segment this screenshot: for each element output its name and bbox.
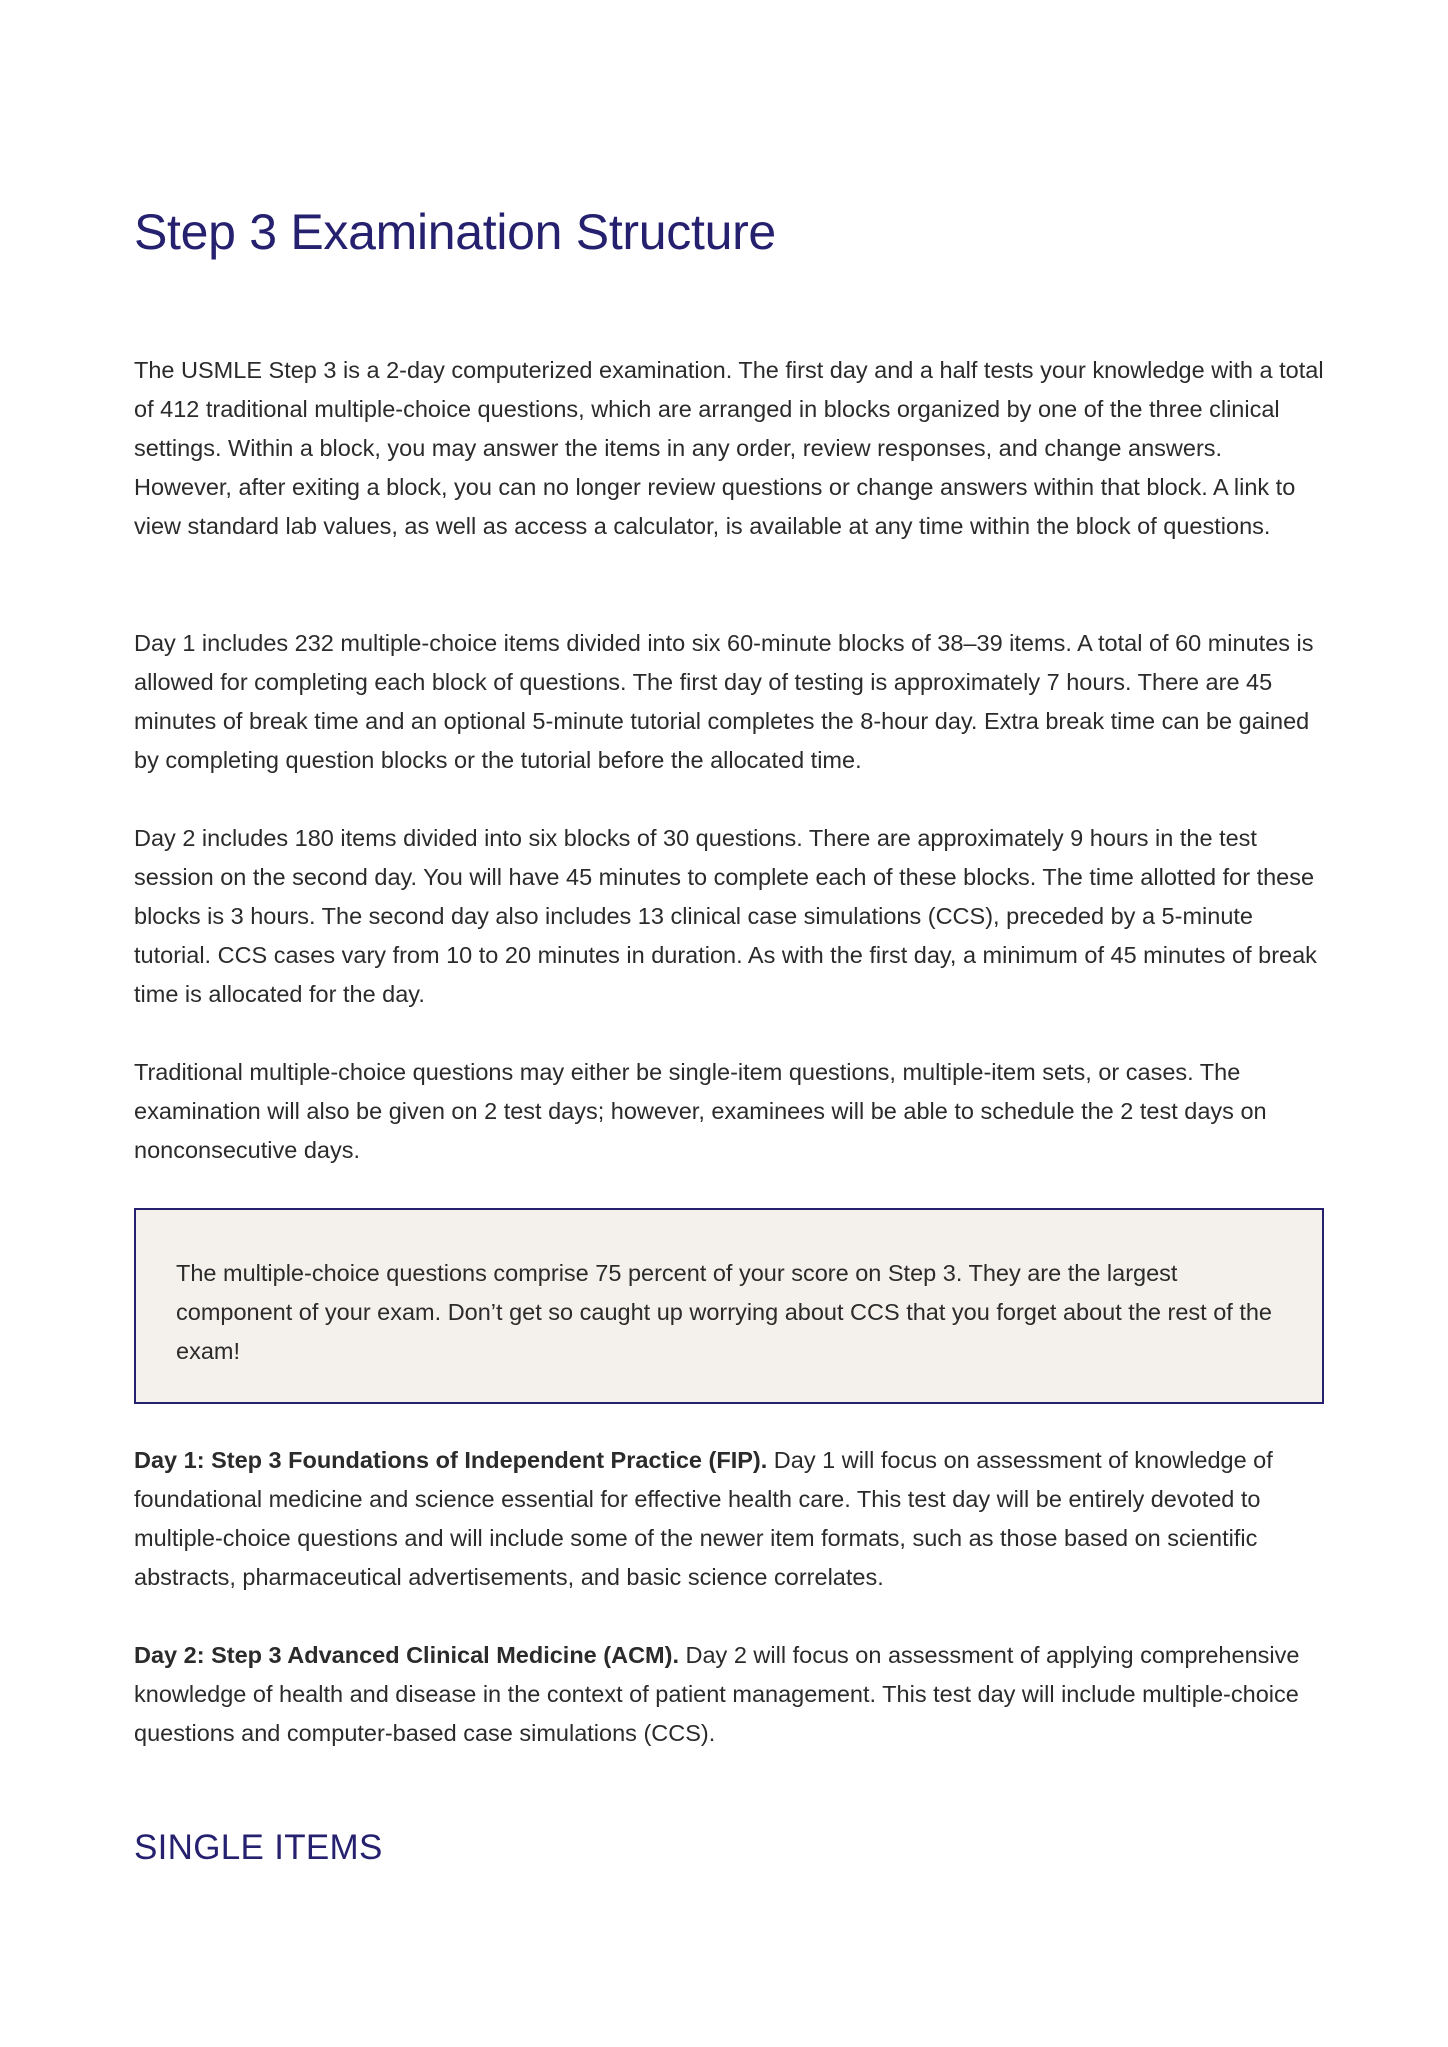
day2-overview-paragraph: Day 2 includes 180 items divided into six blocks of 30 questions. There are approximately 9 hours in the test session on the second day. You will have 45 minutes to complete each of these blocks. The time allotted for these blocks is 3 hours. The second day also includes 13 clinical case simulations (CCS), preceded by a 5-minute tutorial. CCS cases vary from 10 to 20 minutes in duration. As with the first day, a minimum of 45 minutes of break time is allocated for the day. (134, 825, 1317, 1007)
day1-fip-lead: Day 1: Step 3 Foundations of Independent Practice (FIP). (134, 1447, 768, 1473)
callout-text: The multiple-choice questions comprise 75 percent of your score on Step 3. They are the largest component of your exam. Don’t get so caught up worrying about CCS that you forget about the rest of the exam! (176, 1260, 1272, 1364)
day2-acm-lead: Day 2: Step 3 Advanced Clinical Medicine (ACM). (134, 1642, 679, 1668)
day2-acm-paragraph (134, 1636, 1324, 1753)
section-heading-single-items: SINGLE ITEMS (134, 1828, 383, 1867)
day1-fip-paragraph (134, 1441, 1324, 1597)
day2-acm-text: Day 2 will focus on assessment of applying comprehensive knowledge of health and disease in the context of patient management. This test day will include multiple-choice questions and computer-based case simulations (CCS). (134, 1642, 1300, 1746)
question-types-paragraph: Traditional multiple-choice questions may either be single-item questions, multiple-item sets, or cases. The examination will also be given on 2 test days; however, examinees will be able to schedule the 2 test days on nonconsecutive days. (134, 1059, 1267, 1163)
callout-box (134, 1208, 1324, 1404)
intro-paragraph: The USMLE Step 3 is a 2-day computerized examination. The first day and a half tests your knowledge with a total of 412 traditional multiple-choice questions, which are arranged in blocks organized by one of the three clinical settings. Within a block, you may answer the items in any order, review responses, and change answers. However, after exiting a block, you can no longer review questions or change answers within that block. A link to view standard lab values, as well as access a calculator, is available at any time within the block of questions. (134, 357, 1324, 539)
day1-overview-paragraph: Day 1 includes 232 multiple-choice items divided into six 60-minute blocks of 38–39 items. A total of 60 minutes is allowed for completing each block of questions. The first day of testing is approximately 7 hours. There are 45 minutes of break time and an optional 5-minute tutorial completes the 8-hour day. Extra break time can be gained by completing question blocks or the tutorial before the allocated time. (134, 630, 1314, 773)
day1-fip-text: Day 1 will focus on assessment of knowledge of foundational medicine and science essential for effective health care. This test day will be entirely devoted to multiple-choice questions and will include some of the newer item formats, such as those based on scientific abstracts, pharmaceutical advertisements, and basic science correlates. (134, 1447, 1273, 1590)
page-title: Step 3 Examination Structure (134, 204, 776, 260)
